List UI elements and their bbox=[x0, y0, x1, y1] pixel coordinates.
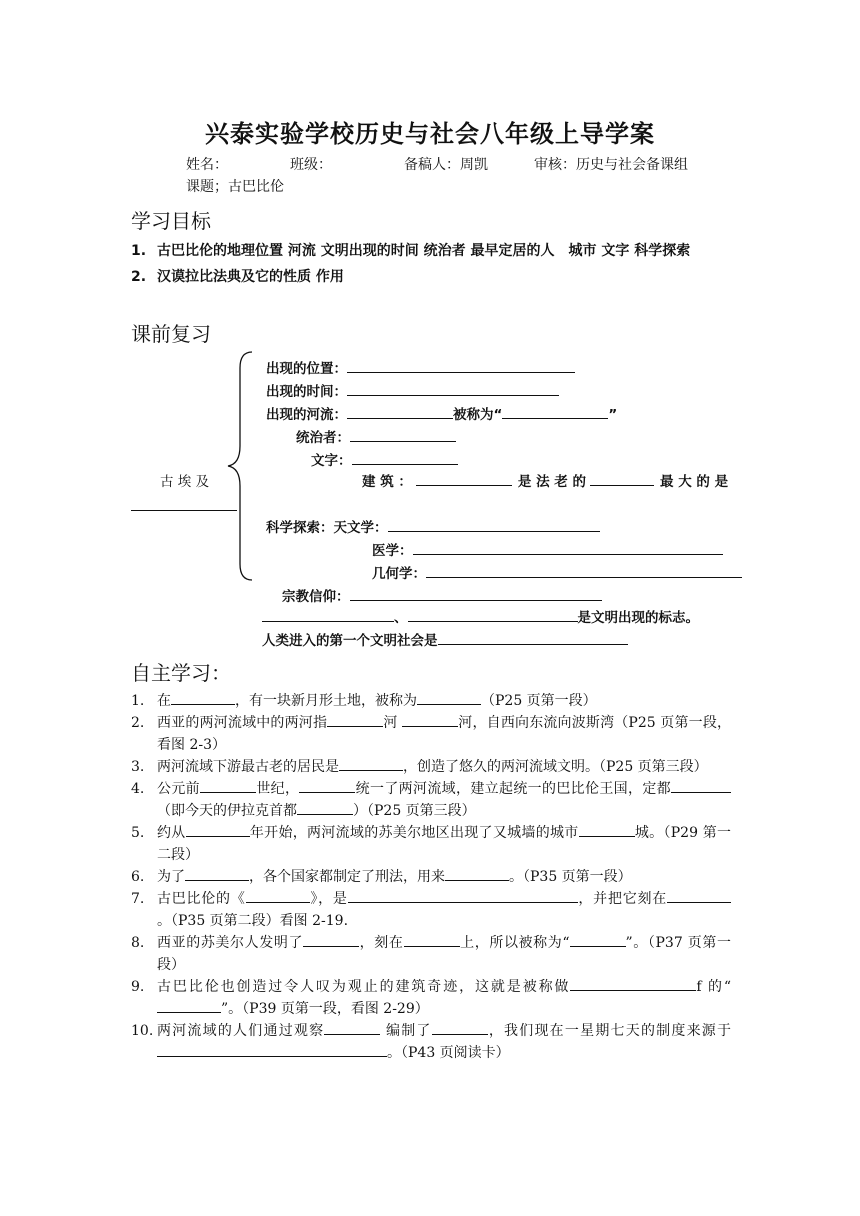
blank bbox=[570, 976, 696, 991]
blank bbox=[432, 1020, 488, 1035]
goal-text: 古巴比伦的地理位置 河流 文明出现的时间 统治者 最早定居的人 城市 文字 科学探索 bbox=[157, 243, 691, 259]
location-label: 出现的位置： bbox=[266, 361, 347, 377]
blank bbox=[200, 778, 256, 793]
item-text: （P25 页第一段） bbox=[481, 693, 597, 709]
goal-number: 1. bbox=[131, 243, 147, 259]
river-called-label: 被称为“ bbox=[453, 407, 503, 423]
item-text: 西亚的苏美尔人发明了 bbox=[157, 935, 304, 951]
list-item bbox=[131, 756, 731, 778]
item-text: ，刻在 bbox=[359, 935, 404, 951]
time-blank bbox=[347, 381, 559, 396]
review-building bbox=[362, 470, 728, 490]
blank bbox=[157, 998, 221, 1013]
self-study-heading: 自主学习： bbox=[131, 661, 231, 685]
list-item bbox=[131, 932, 731, 976]
list-item bbox=[131, 778, 731, 822]
blank bbox=[339, 756, 403, 771]
item-text: 。（P35 页第二段）看图 2-19. bbox=[157, 913, 349, 929]
blank bbox=[303, 932, 359, 947]
item-number: 7. bbox=[131, 891, 145, 907]
list-item bbox=[131, 690, 731, 712]
first-society-blank bbox=[438, 630, 628, 645]
item-text: 年开始，两河流域的苏美尔地区出现了又城墙的城市 bbox=[249, 825, 579, 841]
item-text: （即今天的伊拉克首都 bbox=[157, 803, 297, 819]
item-text: 编制了 bbox=[380, 1023, 432, 1039]
name-label: 姓名： bbox=[186, 157, 228, 173]
building-blank bbox=[416, 471, 512, 486]
item-text: ，创造了悠久的两河流域文明。（P25 页第三段） bbox=[403, 759, 708, 775]
review-medicine bbox=[372, 539, 723, 559]
building-end-label: 最 大 的 是 bbox=[660, 474, 729, 490]
item-text: 为了 bbox=[157, 869, 185, 885]
religion-blank bbox=[350, 586, 602, 601]
item-text: ”。（P39 页第一段，看图 2-29） bbox=[221, 1001, 429, 1017]
blank bbox=[402, 712, 458, 727]
astronomy-blank bbox=[388, 517, 600, 532]
ruler-label: 统治者： bbox=[296, 430, 350, 446]
review-time bbox=[266, 380, 559, 400]
river-end-label: ” bbox=[608, 407, 618, 423]
list-item bbox=[131, 866, 731, 888]
building-mid-label: 是 法 老 的 bbox=[517, 474, 587, 490]
blank bbox=[171, 690, 235, 705]
blank bbox=[324, 1020, 380, 1035]
egypt-blank bbox=[131, 496, 237, 511]
item-text: 》，是 bbox=[309, 891, 348, 907]
sign-end-label: 是文明出现的标志。 bbox=[577, 610, 699, 626]
review-label: 审核：历史与社会备课组 bbox=[534, 157, 688, 173]
religion-label: 宗教信仰： bbox=[282, 589, 350, 605]
item-number: 10. bbox=[131, 1023, 154, 1039]
review-ruler bbox=[296, 426, 456, 446]
goal-item bbox=[131, 266, 731, 288]
egypt-label: 古 埃 及 bbox=[160, 474, 210, 490]
review-river bbox=[266, 403, 617, 423]
author-label: 备稿人：周凯 bbox=[404, 157, 488, 173]
goal-text: 汉谟拉比法典及它的性质 作用 bbox=[157, 269, 344, 285]
blank bbox=[667, 888, 731, 903]
list-item bbox=[131, 976, 731, 1020]
blank bbox=[185, 866, 249, 881]
item-text: 古巴比伦也创造过令人叹为观止的建筑奇迹，这就是被称做 bbox=[157, 979, 571, 995]
item-number: 9. bbox=[131, 979, 145, 995]
item-text: ，并把它刻在 bbox=[577, 891, 668, 907]
blank bbox=[348, 888, 578, 903]
building-owner-blank bbox=[590, 471, 654, 486]
blank bbox=[327, 712, 383, 727]
item-number: 1. bbox=[131, 693, 145, 709]
item-text: 世纪， bbox=[256, 781, 300, 797]
item-text: 约从 bbox=[157, 825, 186, 841]
blank bbox=[157, 1042, 387, 1057]
goals-list bbox=[131, 240, 731, 288]
review-writing bbox=[311, 449, 458, 469]
blank bbox=[579, 822, 635, 837]
class-label: 班级： bbox=[290, 157, 332, 173]
item-text: 统一了两河流域，建立起统一的巴比伦王国，定都 bbox=[355, 781, 672, 797]
item-text: 两河流域的人们通过观察 bbox=[157, 1023, 325, 1039]
river-label: 出现的河流： bbox=[266, 407, 347, 423]
item-number: 5. bbox=[131, 825, 145, 841]
geometry-label: 几何学： bbox=[372, 566, 426, 582]
item-text: 。（P43 页阅读卡） bbox=[387, 1045, 510, 1061]
geometry-blank bbox=[426, 563, 742, 578]
item-text: 在 bbox=[157, 693, 171, 709]
review-heading: 课前复习 bbox=[131, 322, 211, 346]
item-text: 。（P35 页第一段） bbox=[509, 869, 632, 885]
review-religion bbox=[282, 585, 602, 605]
page-title: 兴泰实验学校历史与社会八年级上导学案 bbox=[205, 119, 655, 148]
item-number: 2. bbox=[131, 715, 145, 731]
brace-icon bbox=[222, 350, 258, 582]
goal-number: 2. bbox=[131, 269, 147, 285]
item-text: 河，自西向东流向波斯湾（P25 页第一段，看图 2-3） bbox=[157, 715, 732, 753]
blank bbox=[404, 932, 460, 947]
river-name-blank bbox=[502, 404, 608, 419]
review-science bbox=[266, 516, 600, 536]
sign-blank-2 bbox=[408, 607, 578, 622]
item-text: ，我们现在一星期七天的制度来源于 bbox=[487, 1023, 732, 1039]
list-item bbox=[131, 888, 731, 932]
writing-label: 文字： bbox=[311, 453, 352, 469]
blank bbox=[417, 690, 481, 705]
item-text: 河 bbox=[383, 715, 403, 731]
blank bbox=[246, 888, 310, 903]
item-number: 3. bbox=[131, 759, 145, 775]
blank bbox=[186, 822, 250, 837]
item-text: 西亚的两河流域中的两河指 bbox=[157, 715, 328, 731]
review-civ-sign bbox=[262, 606, 699, 626]
ruler-blank bbox=[350, 427, 456, 442]
item-text: 公元前 bbox=[157, 781, 200, 797]
item-text: 城。（P29 第一二段） bbox=[157, 825, 732, 863]
item-text: ）（P25 页第三段） bbox=[353, 803, 476, 819]
blank bbox=[445, 866, 509, 881]
first-society-label: 人类进入的第一个文明社会是 bbox=[262, 633, 438, 649]
item-text: f 的“ bbox=[696, 979, 731, 995]
item-number: 4. bbox=[131, 781, 145, 797]
review-first-society bbox=[262, 629, 628, 649]
building-label: 建 筑 ： bbox=[362, 474, 412, 490]
time-label: 出现的时间： bbox=[266, 384, 347, 400]
list-item bbox=[131, 712, 731, 756]
self-study-list bbox=[131, 690, 731, 1064]
item-text: 上，所以被称为“ bbox=[459, 935, 570, 951]
blank bbox=[671, 778, 731, 793]
goals-heading: 学习目标 bbox=[131, 209, 211, 233]
goal-item bbox=[131, 240, 731, 262]
item-number: 6. bbox=[131, 869, 145, 885]
blank bbox=[297, 800, 353, 815]
topic-label: 课题；古巴比伦 bbox=[186, 179, 284, 195]
list-item bbox=[131, 1020, 731, 1064]
location-blank bbox=[347, 358, 575, 373]
item-text: 两河流域下游最古老的居民是 bbox=[157, 759, 339, 775]
river-blank bbox=[347, 404, 453, 419]
blank bbox=[299, 778, 355, 793]
item-number: 8. bbox=[131, 935, 145, 951]
review-geometry bbox=[372, 562, 742, 582]
writing-blank bbox=[352, 450, 458, 465]
sign-separator: 、 bbox=[394, 610, 408, 626]
review-location bbox=[266, 357, 575, 377]
sign-blank-1 bbox=[262, 607, 394, 622]
item-text: 古巴比伦的《 bbox=[157, 891, 246, 907]
medicine-blank bbox=[413, 540, 723, 555]
blank bbox=[570, 932, 626, 947]
item-text: ”。（P37 页第一段） bbox=[157, 935, 732, 973]
medicine-label: 医学： bbox=[372, 543, 413, 559]
item-text: ，各个国家都制定了刑法，用来 bbox=[249, 869, 445, 885]
list-item bbox=[131, 822, 731, 866]
science-label: 科学探索：天文学： bbox=[266, 520, 388, 536]
item-text: ，有一块新月形土地，被称为 bbox=[235, 693, 417, 709]
